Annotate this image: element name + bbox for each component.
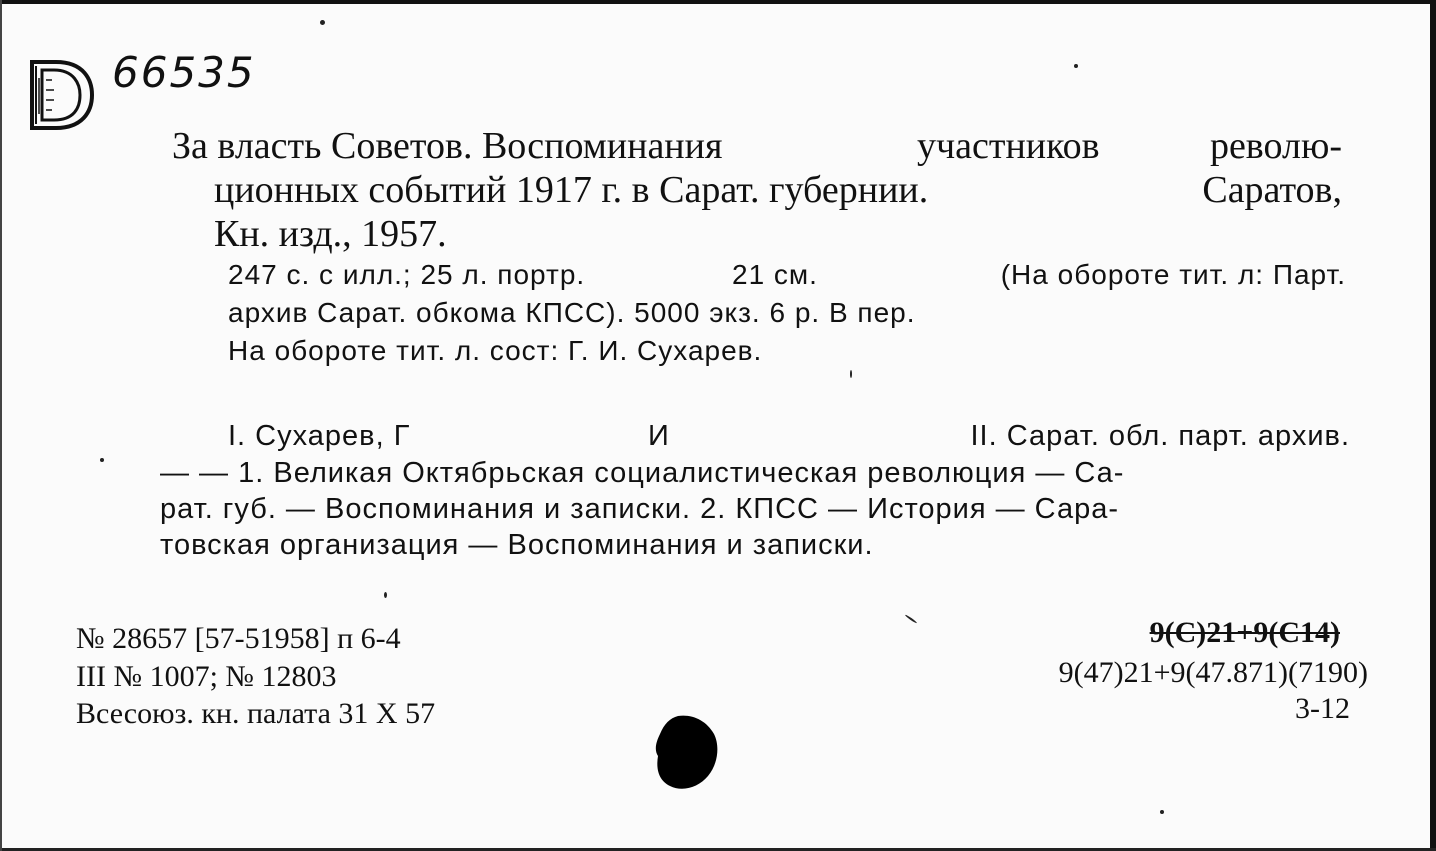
title-end: револю- xyxy=(1209,125,1342,167)
dust-speck xyxy=(905,614,918,624)
classification-line-1 xyxy=(1150,616,1340,650)
tracing-line-2: — — 1. Великая Октябрьская социалистическая революция — Са- xyxy=(160,457,1125,489)
card-edge-top xyxy=(0,0,1436,4)
footer-line-1: № 28657 [57-51958] п 6-4 xyxy=(76,622,401,655)
dust-speck xyxy=(100,458,104,462)
collation-line-3: На обороте тит. л. сост: Г. И. Сухарев. xyxy=(228,335,763,366)
title-word: участников xyxy=(917,125,1100,167)
accession-number: 66535 xyxy=(112,48,256,97)
card-edge-right xyxy=(1430,0,1436,851)
classification-line-3: 3-12 xyxy=(1295,692,1350,725)
decorative-d-stamp-icon xyxy=(26,58,96,132)
title-text: За власть Советов. Воспоминания xyxy=(172,125,723,167)
pagination: 247 с. с илл.; 25 л. портр. xyxy=(228,259,586,290)
collation-note: (На обороте тит. л: Парт. xyxy=(1000,259,1346,290)
tracing-corporate: II. Сарат. обл. парт. архив. xyxy=(970,420,1350,452)
card-edge-left xyxy=(0,0,2,851)
title-continuation: ционных событий 1917 г. в Сарат. губернии. xyxy=(214,169,929,211)
publication-place: Саратов, xyxy=(1202,169,1342,211)
dust-speck xyxy=(1074,64,1078,68)
ink-blot-icon xyxy=(648,712,722,792)
tracing-line-4: товская организация — Воспоминания и записки. xyxy=(160,529,874,561)
footer-line-3: Всесоюз. кн. палата 31 X 57 xyxy=(76,697,436,730)
dimensions: 21 см. xyxy=(732,259,818,290)
tracing-initial: И xyxy=(648,420,670,452)
dust-speck xyxy=(850,370,852,378)
dust-speck xyxy=(320,20,325,25)
dust-speck xyxy=(1160,810,1164,814)
collation-line-2: архив Сарат. обкома КПСС). 5000 экз. 6 р. В пер. xyxy=(228,297,916,328)
classification-struck: 9(С)21+9(С14) xyxy=(1149,616,1340,649)
footer-line-2: III № 1007; № 12803 xyxy=(76,660,337,693)
tracing-line-3: рат. губ. — Воспоминания и записки. 2. КПСС — История — Сара- xyxy=(160,493,1119,525)
publisher-year: Кн. изд., 1957. xyxy=(214,213,447,255)
classification-line-2: 9(47)21+9(47.871)(7190) xyxy=(1058,656,1368,689)
dust-speck xyxy=(384,592,387,598)
tracing-author: I. Сухарев, Г xyxy=(228,420,411,452)
